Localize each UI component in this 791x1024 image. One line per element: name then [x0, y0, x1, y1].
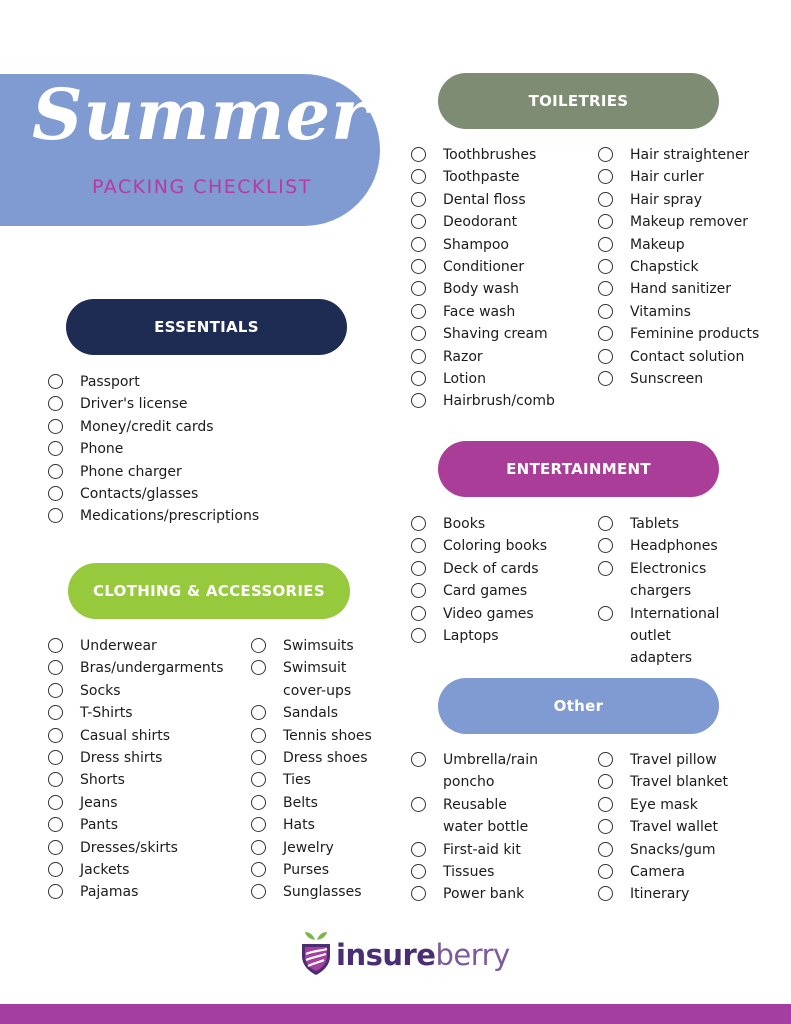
checklist-item [598, 166, 788, 188]
checklist-item-label: Swimsuit cover-ups [283, 660, 352, 699]
clothing-header [68, 563, 350, 619]
checklist-item-label: Socks [80, 682, 121, 699]
checklist-item-label: Toothbrushes [443, 147, 537, 163]
checklist-item-label: Face wash [443, 303, 516, 320]
checkbox[interactable] [598, 192, 613, 207]
checkbox[interactable] [251, 705, 266, 720]
checklist-item-label: Chapstick [630, 259, 699, 276]
checklist-item-label: Sandals [283, 705, 338, 722]
checkbox[interactable] [251, 772, 266, 787]
checklist-item-label: Shaving cream [443, 326, 548, 343]
checklist-item [598, 234, 788, 256]
checklist-item-label: Ties [283, 772, 311, 789]
checkbox[interactable] [48, 750, 63, 765]
toiletries-header [438, 73, 719, 129]
checkbox[interactable] [411, 583, 426, 598]
checklist-item [48, 505, 348, 527]
checklist-item-label: Makeup [630, 236, 685, 253]
checklist-item [411, 323, 591, 345]
checklist-item-label: Snacks/gum [630, 841, 716, 858]
checkbox[interactable] [251, 750, 266, 765]
checklist-item [48, 416, 348, 438]
checkbox[interactable] [411, 886, 426, 901]
checklist-item [411, 166, 591, 188]
essentials-title: ESSENTIALS [154, 318, 259, 336]
clothing-list-col2 [251, 635, 381, 904]
checkbox[interactable] [48, 419, 63, 434]
checklist-item-label: Laptops [443, 628, 499, 645]
checkbox[interactable] [411, 561, 426, 576]
checklist-item-label: Passport [80, 374, 140, 390]
checkbox[interactable] [48, 795, 63, 810]
checkbox[interactable] [411, 864, 426, 879]
checklist-item-label: Camera [630, 864, 685, 881]
checklist-item [48, 635, 248, 657]
checkbox[interactable] [598, 752, 613, 767]
checkbox[interactable] [598, 259, 613, 274]
entertainment-header [438, 441, 719, 497]
checklist-item-label: First-aid kit [443, 841, 521, 858]
checklist-item-label: Shorts [80, 772, 125, 789]
logo-wordmark-berry: berry [435, 938, 510, 972]
checklist-item-label: Umbrella/rain poncho [443, 752, 539, 791]
checklist-item-label: Swimsuits [283, 638, 354, 654]
page-subtitle: PACKING CHECKLIST [92, 176, 312, 198]
checklist-item [598, 603, 728, 670]
checklist-item-label: Travel wallet [630, 819, 718, 836]
checklist-item [411, 144, 591, 166]
clothing-title: CLOTHING & ACCESSORIES [93, 582, 325, 600]
checklist-item-label: Contacts/glasses [80, 486, 199, 503]
checklist-item [48, 680, 248, 702]
checklist-item [251, 657, 381, 702]
entertainment-list-col2 [598, 513, 728, 670]
checklist-item [251, 881, 381, 903]
checklist-item-label: Coloring books [443, 538, 548, 555]
checklist-item-label: Bras/undergarments [80, 660, 224, 677]
checklist-item [48, 769, 248, 791]
checkbox[interactable] [411, 606, 426, 621]
checklist-item [411, 301, 591, 323]
checklist-item [598, 301, 788, 323]
checklist-item-label: Dress shoes [283, 750, 368, 767]
checklist-item-label: Vitamins [630, 303, 691, 320]
checkbox[interactable] [251, 862, 266, 877]
checkbox[interactable] [598, 349, 613, 364]
checklist-item [598, 771, 778, 793]
checkbox[interactable] [411, 349, 426, 364]
checklist-item [598, 278, 788, 300]
checklist-item-label: Books [443, 516, 486, 532]
checkbox[interactable] [411, 214, 426, 229]
checkbox[interactable] [598, 797, 613, 812]
checklist-item-label: Dental floss [443, 191, 526, 208]
checklist-item [411, 368, 591, 390]
checkbox[interactable] [598, 281, 613, 296]
insureberry-logo [300, 930, 510, 980]
checkbox[interactable] [48, 683, 63, 698]
checklist-item [411, 278, 591, 300]
checklist-item [411, 625, 591, 647]
checkbox[interactable] [598, 371, 613, 386]
checklist-item-label: T-Shirts [80, 705, 133, 722]
footer-bar [0, 1004, 791, 1024]
checkbox[interactable] [251, 817, 266, 832]
checkbox[interactable] [48, 884, 63, 899]
checklist-item-label: Sunglasses [283, 884, 362, 901]
checkbox[interactable] [411, 326, 426, 341]
checkbox[interactable] [411, 169, 426, 184]
other-header [438, 678, 719, 734]
checkbox[interactable] [598, 237, 613, 252]
checklist-item-label: Headphones [630, 538, 718, 555]
checkbox[interactable] [48, 728, 63, 743]
checkbox[interactable] [411, 192, 426, 207]
checklist-item-label: Belts [283, 794, 318, 811]
other-list-col2 [598, 749, 778, 906]
checklist-item-label: Lotion [443, 371, 486, 388]
checklist-item-label: Conditioner [443, 259, 525, 276]
checkbox[interactable] [598, 516, 613, 531]
checklist-item [48, 483, 348, 505]
checkbox[interactable] [251, 840, 266, 855]
checklist-item [411, 839, 541, 861]
checklist-item-label: Phone [80, 441, 124, 458]
checkbox[interactable] [48, 660, 63, 675]
checklist-item [411, 580, 591, 602]
other-title: Other [553, 697, 604, 715]
checklist-item [48, 461, 348, 483]
checklist-item [251, 702, 381, 724]
checklist-item-label: Underwear [80, 638, 157, 654]
checklist-item [598, 816, 778, 838]
essentials-header [66, 299, 347, 355]
checklist-item [411, 794, 541, 839]
checkbox[interactable] [411, 237, 426, 252]
checkbox[interactable] [48, 464, 63, 479]
checklist-item-label: Card games [443, 583, 528, 600]
checklist-item-label: Contact solution [630, 348, 745, 365]
checkbox[interactable] [48, 840, 63, 855]
entertainment-title: ENTERTAINMENT [506, 460, 651, 478]
checklist-item-label: Toothpaste [443, 169, 520, 186]
checklist-item-label: Travel pillow [630, 752, 717, 768]
checklist-item [251, 635, 381, 657]
checkbox[interactable] [48, 638, 63, 653]
checkbox[interactable] [411, 797, 426, 812]
checkbox[interactable] [48, 817, 63, 832]
checklist-item [598, 535, 728, 557]
checkbox[interactable] [411, 304, 426, 319]
checklist-item [48, 747, 248, 769]
toiletries-list-col1 [411, 144, 591, 413]
checkbox[interactable] [48, 862, 63, 877]
checkbox[interactable] [598, 864, 613, 879]
checklist-item [411, 749, 541, 794]
checkbox[interactable] [598, 774, 613, 789]
checklist-item-label: Pajamas [80, 884, 139, 901]
checkbox[interactable] [411, 842, 426, 857]
checklist-item-label: Medications/prescriptions [80, 508, 260, 525]
checklist-item [598, 883, 778, 905]
checklist-item [411, 390, 591, 412]
checklist-item-label: Purses [283, 862, 330, 879]
checklist-item-label: Shampoo [443, 236, 509, 253]
checkbox[interactable] [411, 259, 426, 274]
checklist-item [598, 144, 788, 166]
checkbox[interactable] [411, 393, 426, 408]
checklist-item-label: Feminine products [630, 326, 760, 343]
checklist-item-label: Jackets [80, 862, 130, 879]
checklist-item-label: Itinerary [630, 886, 690, 903]
checkbox[interactable] [48, 705, 63, 720]
checklist-item [48, 725, 248, 747]
checklist-item [48, 657, 248, 679]
checklist-item [48, 837, 248, 859]
checkbox[interactable] [598, 304, 613, 319]
checklist-item-label: Travel blanket [630, 774, 729, 791]
checklist-item-label: Hair straightener [630, 147, 750, 163]
checkbox[interactable] [598, 606, 613, 621]
checklist-item [411, 861, 541, 883]
checklist-item [598, 749, 778, 771]
checklist-item [251, 814, 381, 836]
checklist-item-label: Money/credit cards [80, 418, 214, 435]
checklist-item [411, 211, 591, 233]
checklist-item [411, 256, 591, 278]
checklist-item-label: Jewelry [283, 839, 334, 856]
checklist-item-label: Sunscreen [630, 371, 704, 388]
checklist-item-label: Tissues [443, 864, 495, 881]
checklist-item [598, 189, 788, 211]
checklist-item [251, 837, 381, 859]
checklist-item [48, 814, 248, 836]
checklist-item-label: Deck of cards [443, 560, 539, 577]
checkbox[interactable] [48, 374, 63, 389]
logo-wordmark-insure: insure [336, 938, 436, 972]
checklist-item [251, 769, 381, 791]
checklist-item-label: Eye mask [630, 796, 698, 813]
checklist-item [48, 371, 348, 393]
essentials-list [48, 371, 348, 528]
checkbox[interactable] [598, 842, 613, 857]
toiletries-title: TOILETRIES [528, 92, 629, 110]
checkbox[interactable] [411, 281, 426, 296]
checklist-item-label: Hair spray [630, 191, 703, 208]
checklist-item [48, 881, 248, 903]
checkbox[interactable] [598, 169, 613, 184]
checkbox[interactable] [598, 147, 613, 162]
checklist-item [598, 346, 788, 368]
checklist-item [598, 211, 788, 233]
checkbox[interactable] [598, 561, 613, 576]
checklist-item [598, 861, 778, 883]
checklist-item [598, 323, 788, 345]
checkbox[interactable] [48, 396, 63, 411]
checklist-item [251, 725, 381, 747]
checkbox[interactable] [48, 772, 63, 787]
checkbox[interactable] [411, 752, 426, 767]
checklist-item [598, 794, 778, 816]
checklist-item-label: Hats [283, 817, 315, 834]
checklist-item-label: Driver's license [80, 396, 188, 413]
checklist-item [251, 747, 381, 769]
berry-shield-icon [300, 930, 332, 980]
checklist-item [251, 859, 381, 881]
checklist-item-label: Hairbrush/comb [443, 393, 555, 410]
checklist-item-label: Dresses/skirts [80, 839, 178, 856]
checklist-item-label: Reusable water bottle [443, 796, 529, 836]
checklist-item-label: Body wash [443, 281, 519, 298]
checklist-item-label: Video games [443, 605, 534, 622]
checklist-item [598, 513, 728, 535]
checklist-item [48, 393, 348, 415]
checklist-item [251, 792, 381, 814]
other-list-col1 [411, 749, 541, 906]
page-title: Summer [32, 73, 369, 156]
checklist-item [48, 859, 248, 881]
checklist-item [48, 438, 348, 460]
clothing-list-col1 [48, 635, 248, 904]
checklist-item-label: Dress shirts [80, 750, 163, 767]
checkbox[interactable] [251, 795, 266, 810]
entertainment-list-col1 [411, 513, 591, 647]
checkbox[interactable] [48, 441, 63, 456]
checklist-item [598, 256, 788, 278]
checkbox[interactable] [411, 147, 426, 162]
checklist-item-label: Jeans [80, 794, 118, 811]
checklist-item-label: Deodorant [443, 214, 518, 231]
checklist-item-label: Tennis shoes [283, 727, 372, 744]
checklist-item-label: Casual shirts [80, 727, 171, 744]
checklist-item [598, 368, 788, 390]
checklist-item [598, 839, 778, 861]
checklist-item [48, 702, 248, 724]
checklist-item-label: Electronics chargers [630, 560, 707, 600]
checkbox[interactable] [598, 214, 613, 229]
checklist-item [411, 234, 591, 256]
checklist-item-label: Pants [80, 817, 119, 834]
toiletries-list-col2 [598, 144, 788, 390]
checklist-item-label: Power bank [443, 886, 525, 903]
checklist-item-label: Makeup remover [630, 214, 749, 231]
checkbox[interactable] [251, 728, 266, 743]
checklist-item [411, 189, 591, 211]
checklist-item-label: Hand sanitizer [630, 281, 732, 298]
checklist-item-label: Tablets [630, 516, 679, 532]
checkbox[interactable] [598, 886, 613, 901]
checkbox[interactable] [598, 819, 613, 834]
checkbox[interactable] [411, 371, 426, 386]
checkbox[interactable] [411, 538, 426, 553]
checkbox[interactable] [48, 486, 63, 501]
checklist-item [411, 558, 591, 580]
checklist-item [598, 558, 728, 603]
checklist-item [411, 535, 591, 557]
checklist-item-label: Hair curler [630, 169, 704, 186]
checkbox[interactable] [251, 884, 266, 899]
checklist-item-label: Phone charger [80, 463, 182, 480]
checklist-item-label: Razor [443, 348, 483, 365]
checklist-item [411, 603, 591, 625]
checkbox[interactable] [598, 326, 613, 341]
checklist-item [411, 883, 541, 905]
checklist-item [411, 513, 591, 535]
checkbox[interactable] [411, 516, 426, 531]
checkbox[interactable] [48, 508, 63, 523]
checklist-item [48, 792, 248, 814]
checkbox[interactable] [251, 638, 266, 653]
logo-wordmark [336, 938, 510, 972]
checklist-item [411, 346, 591, 368]
checkbox[interactable] [598, 538, 613, 553]
checklist-item-label: International outlet adapters [630, 605, 720, 667]
checkbox[interactable] [251, 660, 266, 675]
checkbox[interactable] [411, 628, 426, 643]
